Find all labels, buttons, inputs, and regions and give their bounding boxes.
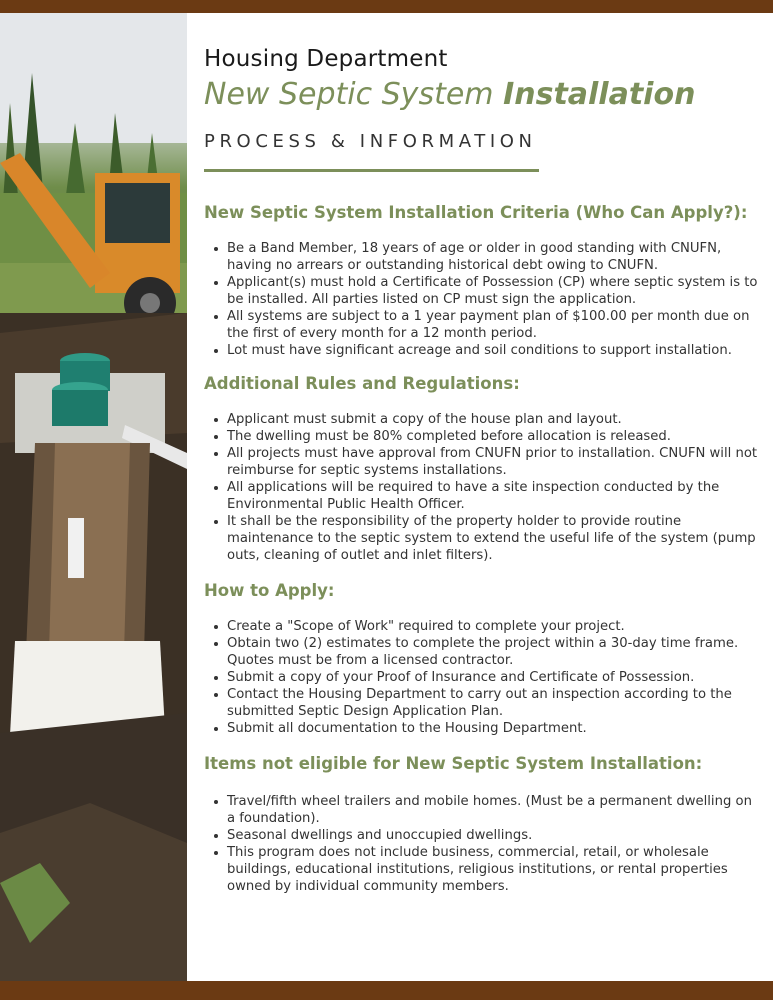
list-item: Be a Band Member, 18 years of age or older in good standing with CNUFN, having no arrears or outstanding historical debt owing to CNUFN. — [227, 240, 764, 274]
section-heading: How to Apply: — [204, 581, 335, 600]
title-divider — [204, 169, 539, 172]
section-heading: Items not eligible for New Septic System Installation: — [204, 754, 703, 773]
list-item: Applicant(s) must hold a Certificate of Possession (CP) where septic system is to be installed. All parties listed on CP must sign the application. — [227, 274, 764, 308]
section-how-to-apply — [204, 580, 764, 737]
title-light: New Septic System — [204, 77, 494, 112]
section-not-eligible — [204, 753, 764, 895]
list-item: It shall be the responsibility of the property holder to provide routine maintenance to the septic system to extend the useful life of the system (pump outs, cleaning of outlet and inlet filters). — [227, 513, 764, 564]
document-subtitle: PROCESS & INFORMATION — [204, 131, 537, 152]
septic-installation-photo — [0, 13, 187, 981]
list-item: Applicant must submit a copy of the house plan and layout. — [227, 411, 764, 428]
list-item: Obtain two (2) estimates to complete the project within a 30-day time frame. Quotes must be from a licensed contractor. — [227, 635, 764, 669]
section-heading: Additional Rules and Regulations: — [204, 374, 520, 393]
list-item: Create a "Scope of Work" required to complete your project. — [227, 618, 764, 635]
list-item: Seasonal dwellings and unoccupied dwellings. — [227, 827, 764, 844]
rules-list — [204, 411, 764, 564]
list-item: This program does not include business, commercial, retail, or wholesale buildings, educational institutions, religious institutions, or rental properties owned by individual community members. — [227, 844, 764, 895]
section-rules — [204, 373, 764, 564]
criteria-list — [204, 240, 764, 359]
list-item: The dwelling must be 80% completed before allocation is released. — [227, 428, 764, 445]
department-heading: Housing Department — [204, 46, 448, 72]
list-item: Submit all documentation to the Housing Department. — [227, 720, 764, 737]
list-item: Contact the Housing Department to carry out an inspection according to the submitted Septic Design Application Plan. — [227, 686, 764, 720]
how-to-apply-list — [204, 618, 764, 737]
list-item: Travel/fifth wheel trailers and mobile homes. (Must be a permanent dwelling on a foundation). — [227, 793, 764, 827]
top-border-bar — [0, 0, 773, 13]
not-eligible-list — [204, 793, 764, 895]
list-item: All systems are subject to a 1 year payment plan of $100.00 per month due on the first of every month for a 12 month period. — [227, 308, 764, 342]
list-item: All projects must have approval from CNUFN prior to installation. CNUFN will not reimburse for septic systems installations. — [227, 445, 764, 479]
section-criteria — [204, 202, 764, 359]
title-bold: Installation — [503, 77, 696, 112]
list-item: All applications will be required to have a site inspection conducted by the Environmental Public Health Officer. — [227, 479, 764, 513]
document-title — [204, 74, 764, 116]
list-item: Lot must have significant acreage and soil conditions to support installation. — [227, 342, 764, 359]
photo-illustration — [0, 13, 187, 981]
bottom-border-bar — [0, 981, 773, 1000]
main-content — [204, 44, 764, 895]
list-item: Submit a copy of your Proof of Insurance and Certificate of Possession. — [227, 669, 764, 686]
section-heading: New Septic System Installation Criteria (Who Can Apply?): — [204, 203, 748, 222]
